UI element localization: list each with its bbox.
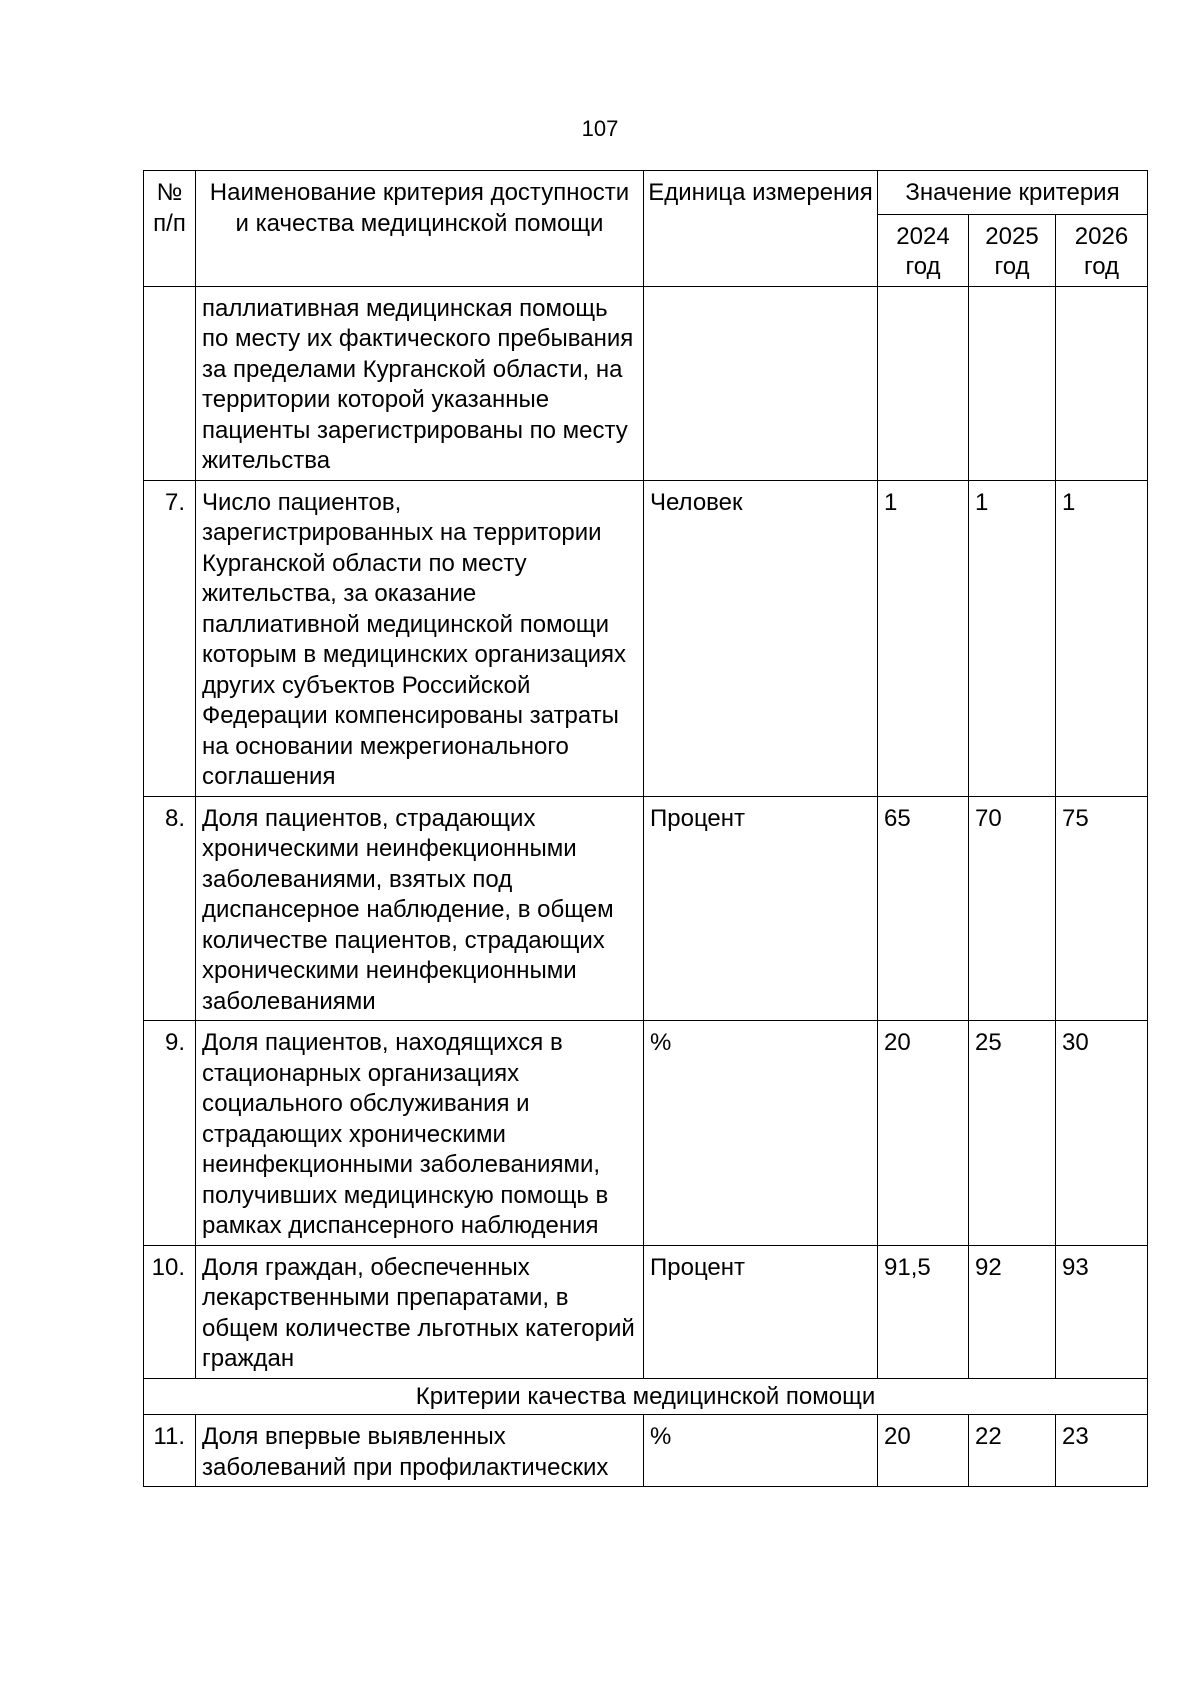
page-number: 107	[581, 116, 619, 141]
row-name: Доля впервые выявленных заболеваний при профилактических	[196, 1415, 644, 1487]
row-name: Число пациентов, зарегистрированных на территории Курганской области по месту жительства, за оказание паллиативной медицинской помощи которым в медицинских организациях других субъектов Российской Федерации компенсированы затраты на основании межрегионального соглашения	[196, 480, 644, 796]
row-value-2026: 23	[1056, 1415, 1148, 1487]
row-value-2025: 70	[969, 796, 1056, 1021]
table-row	[144, 480, 1148, 796]
row-num	[144, 286, 196, 480]
row-num: 11.	[144, 1415, 196, 1487]
row-value-2024	[878, 286, 969, 480]
row-value-2026: 93	[1056, 1245, 1148, 1378]
row-value-2025	[969, 286, 1056, 480]
row-value-2025: 1	[969, 480, 1056, 796]
row-value-2026	[1056, 286, 1148, 480]
header-name: Наименование критерия доступности и качества медицинской помощи	[196, 171, 644, 287]
row-value-2025: 92	[969, 1245, 1056, 1378]
row-unit: Процент	[644, 1245, 878, 1378]
row-value-2024: 20	[878, 1415, 969, 1487]
header-year-2025: 2025 год	[969, 214, 1056, 286]
row-num: 9.	[144, 1021, 196, 1246]
header-unit: Единица измерения	[644, 171, 878, 287]
row-num: 7.	[144, 480, 196, 796]
row-unit: %	[644, 1021, 878, 1246]
row-unit: Человек	[644, 480, 878, 796]
table-row	[144, 796, 1148, 1021]
table-row	[144, 1245, 1148, 1378]
header-row	[144, 171, 1148, 215]
table-row	[144, 1415, 1148, 1487]
row-name: паллиативная медицинская помощь по месту их фактического пребывания за пределами Курганской области, на территории которой указанные пациенты зарегистрированы по месту жительства	[196, 286, 644, 480]
row-value-2025: 22	[969, 1415, 1056, 1487]
section-title: Критерии качества медицинской помощи	[144, 1378, 1148, 1415]
row-value-2024: 1	[878, 480, 969, 796]
row-value-2026: 75	[1056, 796, 1148, 1021]
row-value-2025: 25	[969, 1021, 1056, 1246]
table-row	[144, 1021, 1148, 1246]
row-name: Доля граждан, обеспеченных лекарственными препаратами, в общем количестве льготных категорий граждан	[196, 1245, 644, 1378]
row-value-2026: 30	[1056, 1021, 1148, 1246]
row-unit: Процент	[644, 796, 878, 1021]
row-name: Доля пациентов, страдающих хроническими неинфекционными заболеваниями, взятых под диспансерное наблюдение, в общем количестве пациентов, страдающих хроническими неинфекционными заболеваниями	[196, 796, 644, 1021]
header-value: Значение критерия	[878, 171, 1148, 215]
row-unit: %	[644, 1415, 878, 1487]
row-value-2024: 91,5	[878, 1245, 969, 1378]
row-unit	[644, 286, 878, 480]
header-num: № п/п	[144, 171, 196, 287]
header-year-2026: 2026 год	[1056, 214, 1148, 286]
row-num: 8.	[144, 796, 196, 1021]
row-name: Доля пациентов, находящихся в стационарных организациях социального обслуживания и страдающих хроническими неинфекционными заболеваниями, получивших медицинскую помощь в рамках диспансерного наблюдения	[196, 1021, 644, 1246]
header-year-2024: 2024 год	[878, 214, 969, 286]
row-value-2024: 65	[878, 796, 969, 1021]
table-row	[144, 286, 1148, 480]
row-value-2024: 20	[878, 1021, 969, 1246]
row-value-2026: 1	[1056, 480, 1148, 796]
criteria-table	[143, 170, 1148, 1487]
row-num: 10.	[144, 1245, 196, 1378]
section-row	[144, 1378, 1148, 1415]
